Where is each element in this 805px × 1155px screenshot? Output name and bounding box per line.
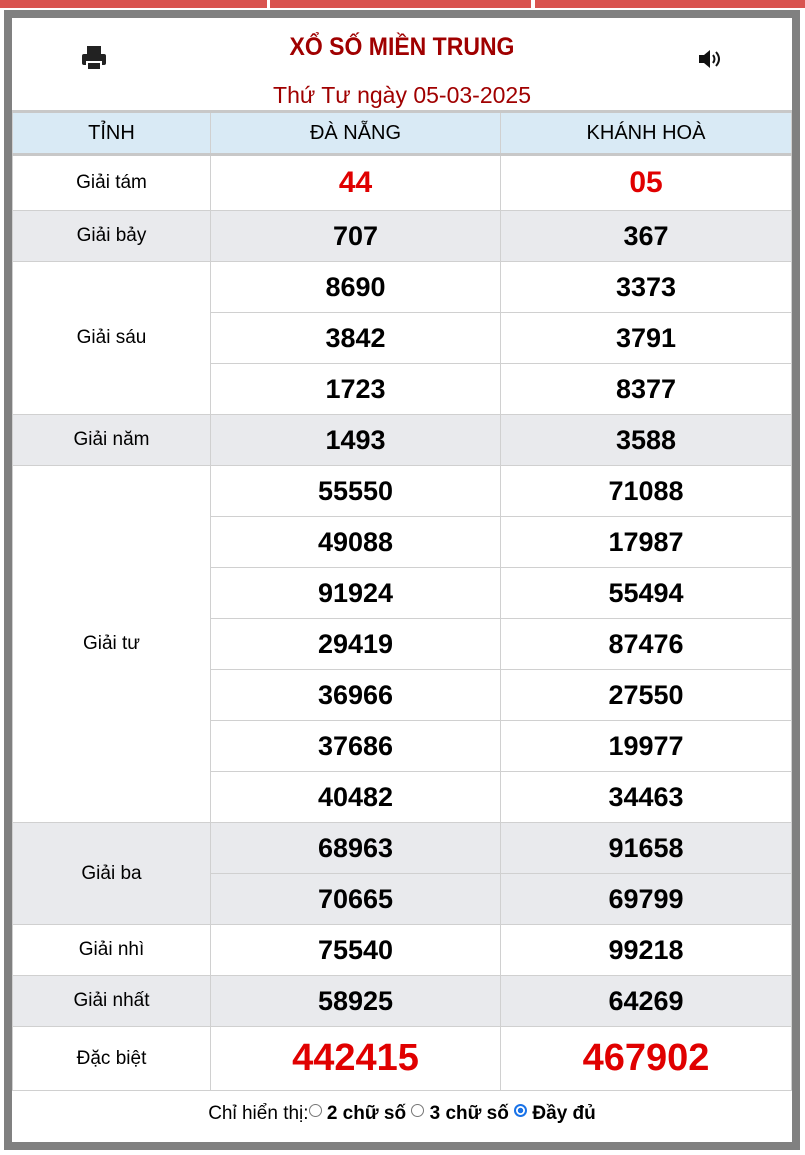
khanh-hoa-number: 467902: [501, 1027, 792, 1091]
khanh-hoa-number: 19977: [501, 721, 792, 772]
prize-label: Giải nhất: [13, 976, 211, 1027]
da-nang-number: 1493: [211, 415, 501, 466]
da-nang-number: 49088: [211, 517, 501, 568]
top-tabs: [0, 0, 805, 9]
prize-row: [13, 925, 792, 976]
prize-row: [13, 415, 792, 466]
option-2-digits[interactable]: 2 chữ số: [326, 1103, 407, 1124]
prize-label: Giải tư: [13, 466, 211, 823]
da-nang-number: 8690: [211, 262, 501, 313]
khanh-hoa-number: 17987: [501, 517, 792, 568]
da-nang-number: 29419: [211, 619, 501, 670]
prize-row: [13, 1027, 792, 1091]
prize-label: Giải năm: [13, 415, 211, 466]
khanh-hoa-number: 3588: [501, 415, 792, 466]
da-nang-number: 3842: [211, 313, 501, 364]
khanh-hoa-number: 87476: [501, 619, 792, 670]
khanh-hoa-number: 367: [501, 211, 792, 262]
prize-row: [13, 976, 792, 1027]
da-nang-number: 75540: [211, 925, 501, 976]
col-da-nang: ĐÀ NẴNG: [211, 112, 501, 155]
prize-row: [13, 211, 792, 262]
da-nang-number: 36966: [211, 670, 501, 721]
col-khanh-hoa: KHÁNH HOÀ: [501, 112, 792, 155]
khanh-hoa-number: 27550: [501, 670, 792, 721]
khanh-hoa-number: 99218: [501, 925, 792, 976]
da-nang-number: 442415: [211, 1027, 501, 1091]
tab-2[interactable]: [270, 0, 531, 8]
radio-3-digits[interactable]: [411, 1104, 424, 1117]
prize-label: Giải tám: [13, 155, 211, 211]
khanh-hoa-number: 8377: [501, 364, 792, 415]
prize-label: Giải ba: [13, 823, 211, 925]
display-options: [12, 1091, 792, 1125]
khanh-hoa-number: 34463: [501, 772, 792, 823]
display-label: Chỉ hiển thị:: [208, 1103, 309, 1124]
radio-2-digits[interactable]: [309, 1104, 322, 1117]
tab-1[interactable]: [0, 0, 267, 8]
prize-label: Giải sáu: [13, 262, 211, 415]
prize-row: [13, 823, 792, 874]
da-nang-number: 58925: [211, 976, 501, 1027]
da-nang-number: 55550: [211, 466, 501, 517]
khanh-hoa-number: 3791: [501, 313, 792, 364]
da-nang-number: 91924: [211, 568, 501, 619]
results-box: [4, 10, 800, 1150]
results-header: [12, 18, 792, 110]
option-3-digits[interactable]: 3 chữ số: [429, 1103, 509, 1124]
prize-row: [13, 466, 792, 517]
speaker-icon[interactable]: [697, 48, 723, 75]
results-table: [12, 110, 792, 1091]
khanh-hoa-number: 91658: [501, 823, 792, 874]
da-nang-number: 1723: [211, 364, 501, 415]
khanh-hoa-number: 05: [501, 155, 792, 211]
prize-label: Giải nhì: [13, 925, 211, 976]
khanh-hoa-number: 71088: [501, 466, 792, 517]
da-nang-number: 70665: [211, 874, 501, 925]
draw-date: Thứ Tư ngày 05-03-2025: [273, 82, 531, 108]
page-title: XỔ SỐ MIỀN TRUNG: [289, 33, 515, 61]
da-nang-number: 68963: [211, 823, 501, 874]
da-nang-number: 40482: [211, 772, 501, 823]
prize-label: Giải bảy: [13, 211, 211, 262]
prize-label: Đặc biệt: [13, 1027, 211, 1091]
tab-3[interactable]: [535, 0, 805, 8]
da-nang-number: 707: [211, 211, 501, 262]
da-nang-number: 44: [211, 155, 501, 211]
khanh-hoa-number: 3373: [501, 262, 792, 313]
da-nang-number: 37686: [211, 721, 501, 772]
khanh-hoa-number: 64269: [501, 976, 792, 1027]
prize-row: [13, 155, 792, 211]
option-full[interactable]: Đầy đủ: [532, 1103, 596, 1124]
prize-row: [13, 262, 792, 313]
khanh-hoa-number: 55494: [501, 568, 792, 619]
radio-full[interactable]: [514, 1104, 527, 1117]
col-province: TỈNH: [13, 112, 211, 155]
khanh-hoa-number: 69799: [501, 874, 792, 925]
